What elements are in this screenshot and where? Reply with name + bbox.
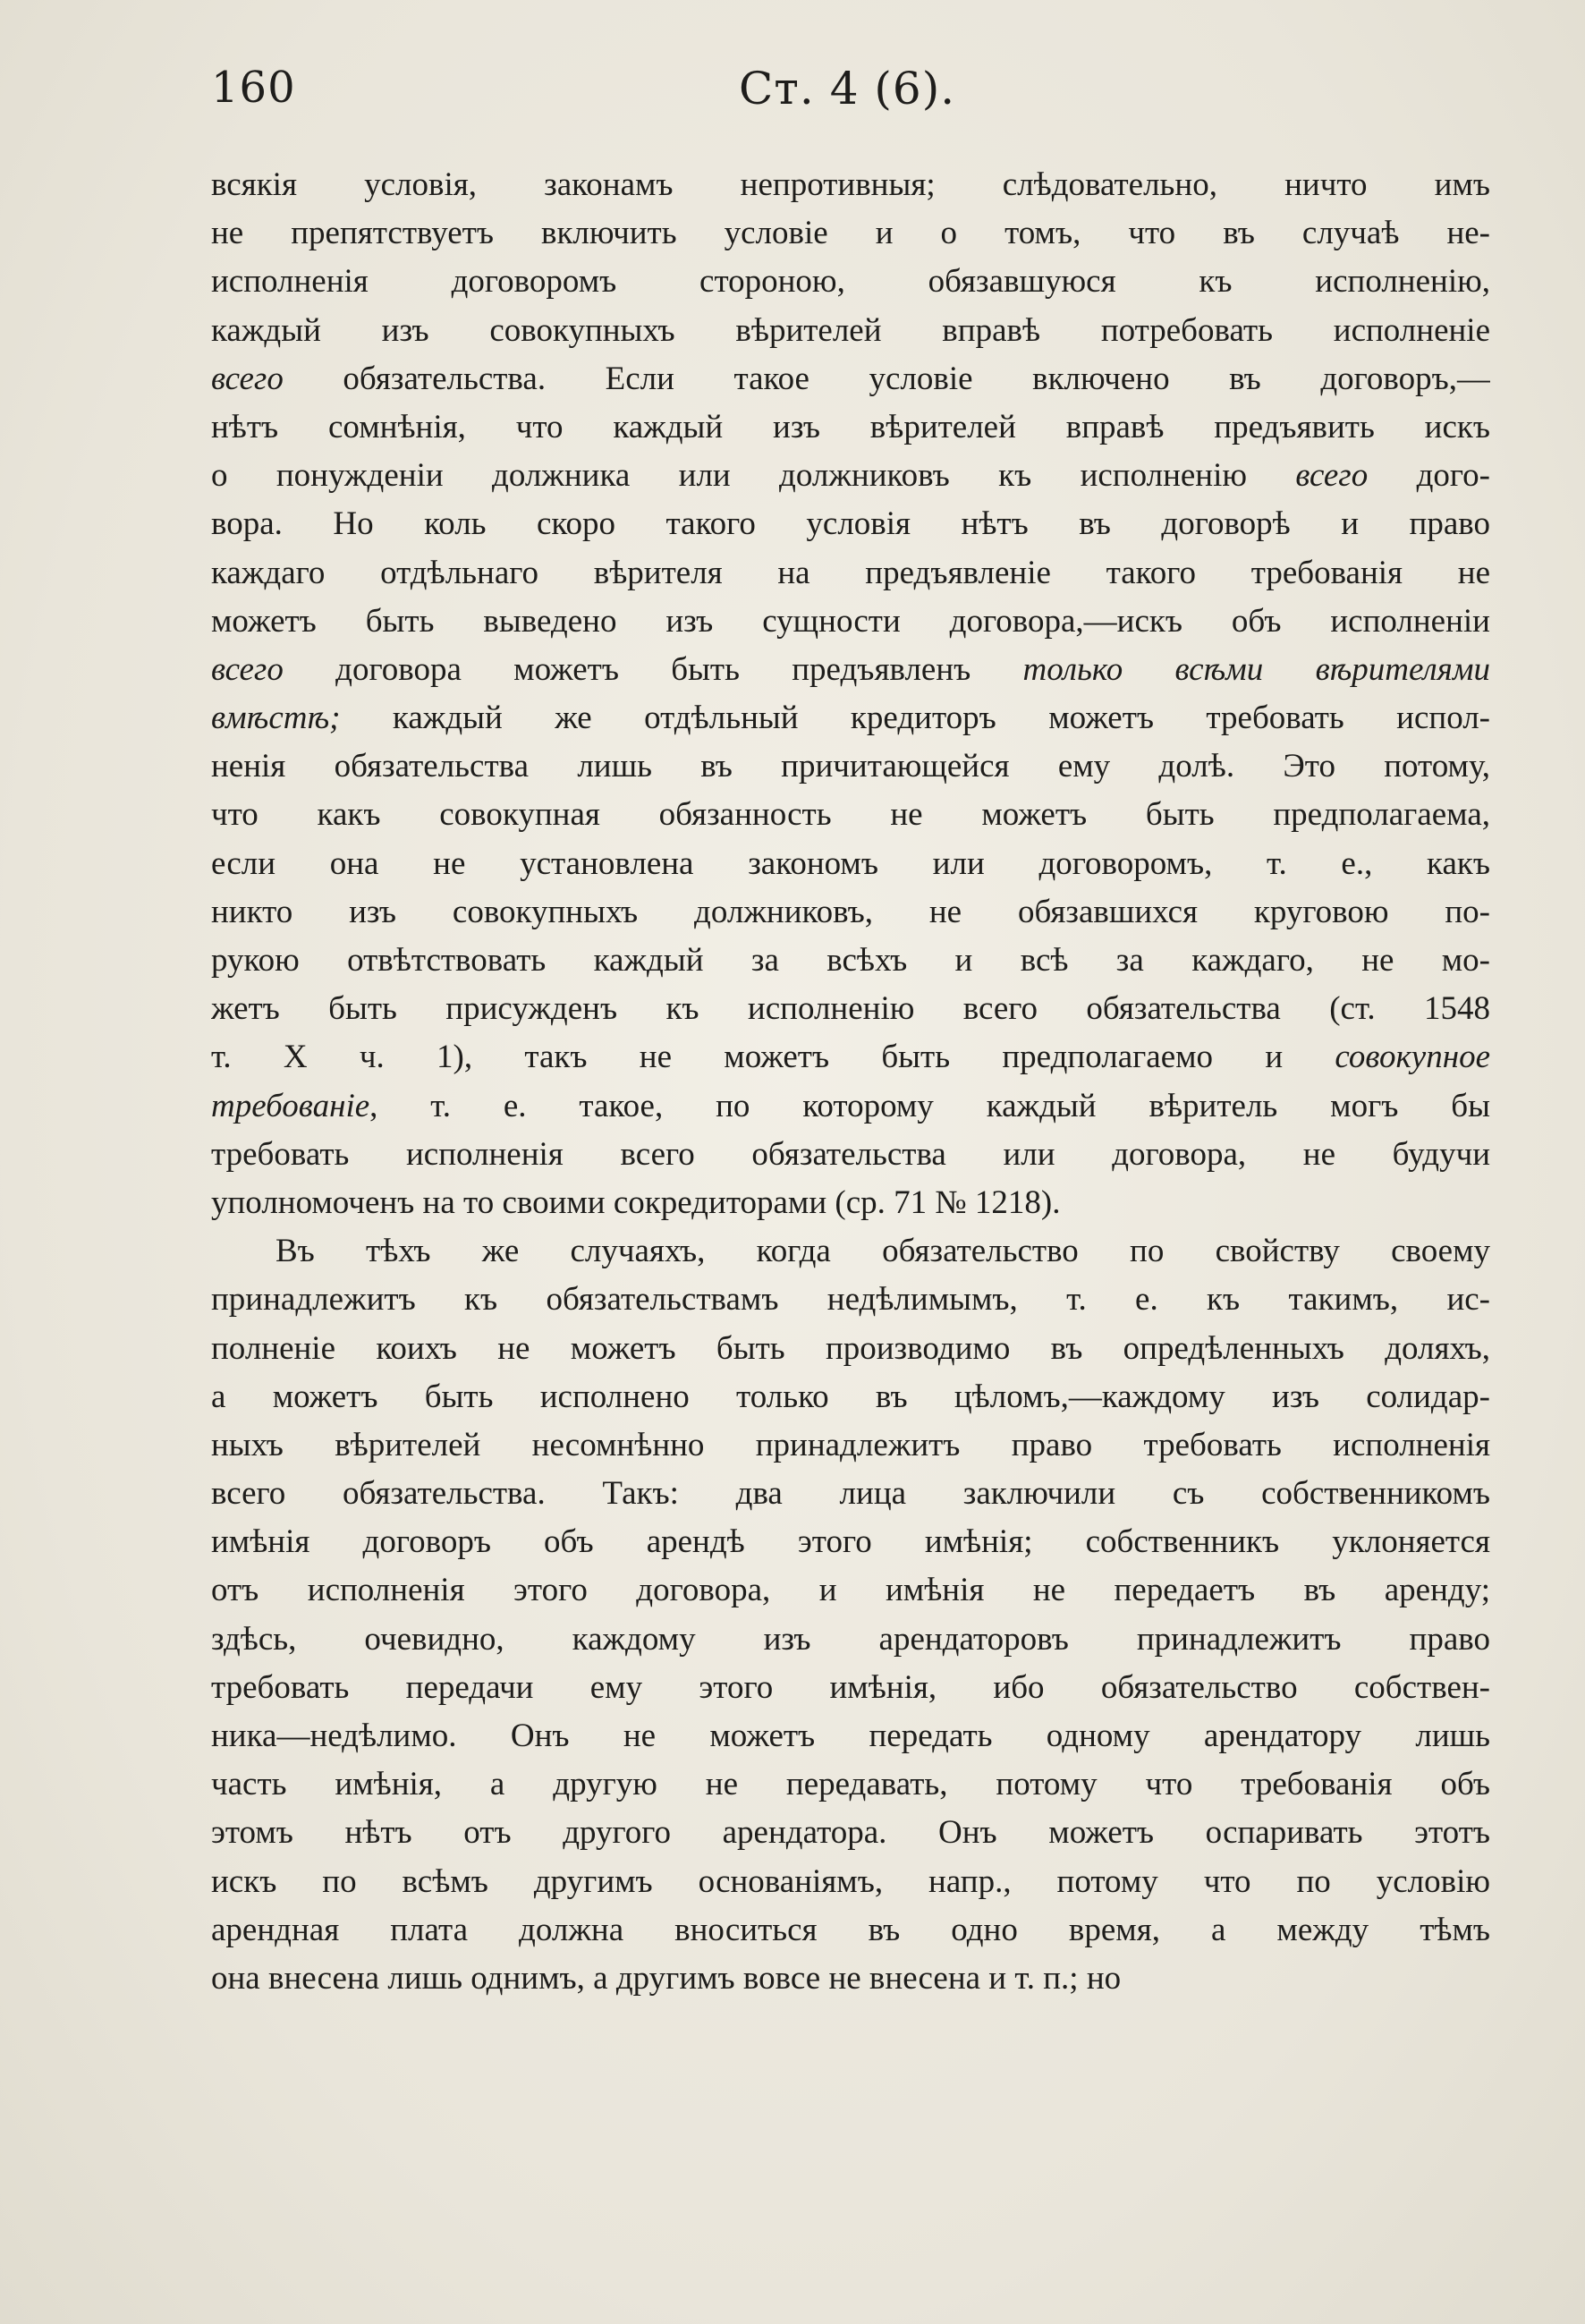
text-line: [211, 500, 1490, 548]
text-run: арендная плата должна вноситься въ одно время, а между тѣмъ: [211, 1911, 1490, 1948]
text-line: [211, 355, 1490, 403]
text-line: [211, 549, 1490, 598]
italic-text: всего: [1295, 457, 1369, 495]
text-line: [211, 742, 1490, 791]
text-line: [211, 646, 1490, 694]
page-header: [211, 63, 1490, 116]
text-run: она внесена лишь однимъ, а другимъ вовсе не внесена и т. п.; но: [211, 1959, 1122, 1997]
text-line: [211, 1566, 1490, 1615]
text-run: договора можетъ быть предъявленъ: [283, 650, 1023, 688]
text-run: т. X ч. 1), такъ не можетъ быть предполагаемо и: [211, 1039, 1335, 1076]
text-line: [211, 1227, 1490, 1276]
text-run: этомъ нѣтъ отъ другого арендатора. Онъ можетъ оспаривать этотъ: [211, 1814, 1490, 1852]
text-line: [211, 1809, 1490, 1857]
text-run: принадлежитъ къ обязательствамъ недѣлимымъ, т. е. къ такимъ, ис-: [211, 1281, 1490, 1319]
text-line: [211, 1082, 1490, 1131]
body-text: [211, 161, 1490, 2003]
text-run: никто изъ совокупныхъ должниковъ, не обязавшихся круговою по-: [211, 893, 1490, 930]
text-run: о понужденіи должника или должниковъ къ исполненію: [211, 457, 1296, 495]
text-line: [211, 403, 1490, 452]
text-run: жетъ быть присужденъ къ исполненію всего обязательства (ст. 1548: [211, 990, 1490, 1028]
text-run: всего обязательства. Такъ: два лица заключили съ собственникомъ: [211, 1475, 1490, 1513]
text-line: [211, 1325, 1490, 1373]
text-run: искъ по всѣмъ другимъ основаніямъ, напр., потому что по условію: [211, 1862, 1490, 1900]
text-line: [211, 937, 1490, 985]
text-line: [211, 1131, 1490, 1179]
text-line: [211, 1858, 1490, 1906]
running-head: Ст. 4 (6).: [739, 63, 956, 115]
text-run: отъ исполненія этого договора, и имѣнія не передаетъ въ аренду;: [211, 1572, 1490, 1609]
text-run: каждый изъ совокупныхъ вѣрителей вправѣ потребовать исполненіе: [211, 311, 1490, 349]
text-line: [211, 1760, 1490, 1809]
text-run: каждаго отдѣльнаго вѣрителя на предъявленіе такого требованія не: [211, 554, 1490, 591]
text-run: требовать передачи ему этого имѣнія, ибо обязательство собствен-: [211, 1668, 1490, 1706]
text-run: Въ тѣхъ же случаяхъ, когда обязательство по свойству своему: [275, 1233, 1490, 1270]
italic-text: вмѣстѣ;: [211, 700, 341, 737]
text-line: [211, 1373, 1490, 1421]
text-line: [211, 161, 1490, 209]
text-run: ника—недѣлимо. Онъ не можетъ передать одному арендатору лишь: [211, 1718, 1490, 1754]
text-run: вора. Но коль скоро такого условія нѣтъ въ договорѣ и право: [211, 505, 1490, 543]
text-run: ныхъ вѣрителей несомнѣнно принадлежитъ право требовать исполненія: [211, 1426, 1490, 1463]
text-run: , т. е. такое, по которому каждый вѣритель могъ бы: [369, 1087, 1490, 1124]
text-line: [211, 1664, 1490, 1712]
text-line: [211, 1616, 1490, 1664]
page-number: 160: [211, 63, 296, 113]
text-line: [211, 694, 1490, 742]
text-run: нѣтъ сомнѣнія, что каждый изъ вѣрителей вправѣ предъявить искъ: [211, 408, 1490, 445]
text-run: если она не установлена закономъ или договоромъ, т. е., какъ: [211, 844, 1490, 882]
text-line: [211, 452, 1490, 500]
text-run: каждый же отдѣльный кредиторъ можетъ требовать испол-: [340, 700, 1490, 737]
text-line: [211, 840, 1490, 888]
text-line: [211, 985, 1490, 1033]
text-line: [211, 307, 1490, 355]
text-line: [211, 1712, 1490, 1760]
text-run: рукою отвѣтствовать каждый за всѣхъ и всѣ за каждаго, не мо-: [211, 942, 1490, 979]
text-run: здѣсь, очевидно, каждому изъ арендаторовъ принадлежитъ право: [211, 1620, 1490, 1658]
text-line: [211, 888, 1490, 937]
text-run: что какъ совокупная обязанность не можетъ быть предполагаема,: [211, 796, 1490, 834]
text-line: [211, 1421, 1490, 1470]
text-run: не препятствуетъ включить условіе и о томъ, что въ случаѣ не-: [211, 215, 1490, 252]
italic-text: всего: [211, 650, 284, 688]
text-line: [211, 258, 1490, 306]
text-run: уполномоченъ на то своими сокредиторами (ср. 71 № 1218).: [211, 1183, 1061, 1221]
italic-text: требованіе: [211, 1087, 370, 1124]
text-run: всякія условія, законамъ непротивныя; слѣдовательно, ничто имъ: [211, 166, 1490, 203]
text-line: [211, 1470, 1490, 1518]
text-line: [211, 598, 1490, 646]
paragraph-1: [211, 161, 1490, 1227]
text-line: [211, 209, 1490, 258]
text-line: [211, 1179, 1490, 1227]
italic-text: совокупное: [1335, 1039, 1490, 1076]
text-line: [211, 1033, 1490, 1081]
text-line: [211, 1906, 1490, 1955]
italic-text: всего: [211, 360, 284, 397]
text-run: полненіе коихъ не можетъ быть производимо въ опредѣленныхъ доляхъ,: [211, 1329, 1490, 1367]
text-run: требовать исполненія всего обязательства или договора, не будучи: [211, 1135, 1490, 1173]
text-line: [211, 1276, 1490, 1324]
text-run: часть имѣнія, а другую не передавать, потому что требованія объ: [211, 1766, 1490, 1803]
text-run: дого-: [1368, 457, 1490, 495]
text-run: обязательства. Если такое условіе включено въ договоръ,—: [283, 360, 1490, 397]
text-line: [211, 1518, 1490, 1566]
text-run: ненія обязательства лишь въ причитающейся ему долѣ. Это потому,: [211, 748, 1490, 785]
text-line: [211, 791, 1490, 839]
text-line: [211, 1955, 1490, 2003]
text-run: а можетъ быть исполнено только въ цѣломъ,—каждому изъ солидар-: [211, 1378, 1490, 1415]
italic-text: только всѣми вѣрителями: [1022, 650, 1490, 688]
text-run: имѣнія договоръ объ арендѣ этого имѣнія; собственникъ уклоняется: [211, 1523, 1490, 1561]
text-run: можетъ быть выведено изъ сущности договора,—искъ объ исполненіи: [211, 602, 1490, 640]
text-run: исполненія договоромъ стороною, обязавшуюся къ исполненію,: [211, 263, 1490, 301]
paragraph-2: [211, 1227, 1490, 2003]
